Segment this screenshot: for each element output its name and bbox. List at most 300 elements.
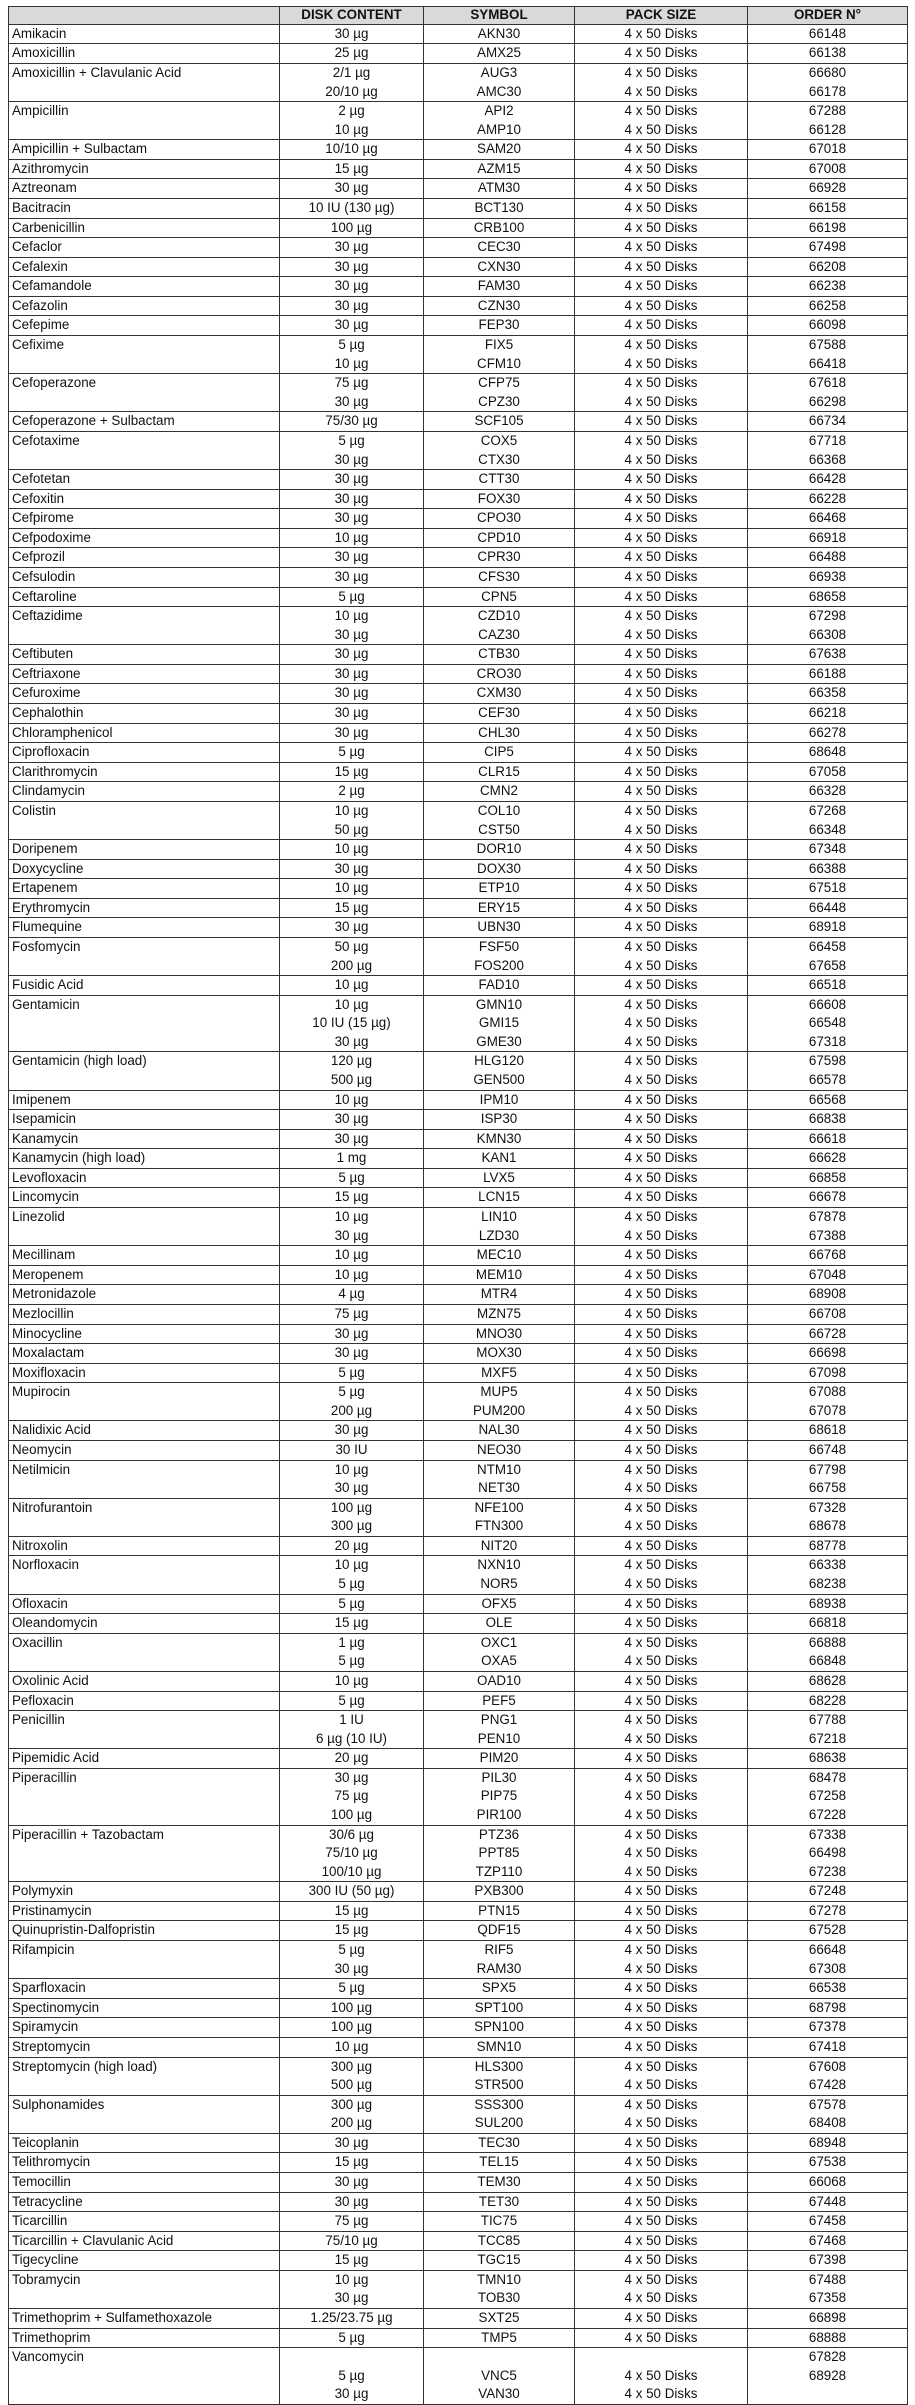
table-row bbox=[9, 645, 908, 665]
disk-content-cell: 5 µg bbox=[280, 1594, 424, 1614]
table-row bbox=[9, 431, 908, 450]
disk-content-cell: 10 IU (15 µg) bbox=[280, 1014, 424, 1033]
symbol-cell: FOX30 bbox=[424, 489, 575, 509]
order-number-cell: 67498 bbox=[748, 238, 908, 258]
drug-name-cell: Penicillin bbox=[9, 1711, 280, 1730]
pack-size-cell: 4 x 50 Disks bbox=[575, 548, 748, 568]
drug-name-cell: Imipenem bbox=[9, 1090, 280, 1110]
drug-name-cell bbox=[9, 1517, 280, 1536]
drug-name-cell: Pipemidic Acid bbox=[9, 1749, 280, 1769]
drug-name-cell: Gentamicin (high load) bbox=[9, 1052, 280, 1071]
drug-name-cell bbox=[9, 2385, 280, 2404]
order-number-cell: 66338 bbox=[748, 1556, 908, 1575]
symbol-cell: QDF15 bbox=[424, 1921, 575, 1941]
symbol-cell: VNC5 bbox=[424, 2367, 575, 2386]
symbol-cell: SSS300 bbox=[424, 2095, 575, 2114]
pack-size-cell: 4 x 50 Disks bbox=[575, 1882, 748, 1902]
drug-name-cell: Amoxicillin + Clavulanic Acid bbox=[9, 63, 280, 82]
symbol-cell: LIN10 bbox=[424, 1208, 575, 1227]
disk-content-cell: 20/10 µg bbox=[280, 83, 424, 102]
pack-size-cell: 4 x 50 Disks bbox=[575, 1806, 748, 1825]
drug-name-cell: Oxacillin bbox=[9, 1633, 280, 1652]
pack-size-cell: 4 x 50 Disks bbox=[575, 1825, 748, 1844]
disk-content-cell: 30 µg bbox=[280, 723, 424, 743]
drug-name-cell: Doxycycline bbox=[9, 859, 280, 879]
table-row bbox=[9, 723, 908, 743]
order-number-cell: 67488 bbox=[748, 2270, 908, 2289]
pack-size-cell: 4 x 50 Disks bbox=[575, 1441, 748, 1461]
pack-size-cell: 4 x 50 Disks bbox=[575, 2231, 748, 2251]
disk-content-cell bbox=[280, 2348, 424, 2367]
table-row bbox=[9, 374, 908, 393]
order-number-cell: 67468 bbox=[748, 2231, 908, 2251]
order-number-cell: 66208 bbox=[748, 257, 908, 277]
table-row bbox=[9, 528, 908, 548]
symbol-cell: OXC1 bbox=[424, 1633, 575, 1652]
order-number-cell: 66818 bbox=[748, 1614, 908, 1634]
order-number-cell: 66758 bbox=[748, 1479, 908, 1498]
symbol-cell: SAM20 bbox=[424, 140, 575, 160]
symbol-cell: SCF105 bbox=[424, 412, 575, 432]
table-row bbox=[9, 1265, 908, 1285]
table-row bbox=[9, 199, 908, 219]
disk-content-cell: 10/10 µg bbox=[280, 140, 424, 160]
disk-content-cell: 10 µg bbox=[280, 607, 424, 626]
drug-name-cell: Vancomycin bbox=[9, 2348, 280, 2367]
pack-size-cell: 4 x 50 Disks bbox=[575, 1227, 748, 1246]
order-number-cell: 67308 bbox=[748, 1960, 908, 1979]
drug-name-cell: Metronidazole bbox=[9, 1285, 280, 1305]
drug-name-cell: Cefamandole bbox=[9, 277, 280, 297]
table-row bbox=[9, 684, 908, 704]
order-number-cell: 67218 bbox=[748, 1730, 908, 1749]
drug-name-cell bbox=[9, 1806, 280, 1825]
symbol-cell: TEL15 bbox=[424, 2153, 575, 2173]
pack-size-cell: 4 x 50 Disks bbox=[575, 2018, 748, 2038]
symbol-cell: CPZ30 bbox=[424, 393, 575, 412]
table-row bbox=[9, 2037, 908, 2057]
table-row bbox=[9, 840, 908, 860]
disk-content-cell: 30 µg bbox=[280, 859, 424, 879]
table-row bbox=[9, 1633, 908, 1652]
drug-name-cell: Moxalactam bbox=[9, 1344, 280, 1364]
pack-size-cell: 4 x 50 Disks bbox=[575, 1110, 748, 1130]
drug-name-cell: Clarithromycin bbox=[9, 762, 280, 782]
order-number-cell: 68928 bbox=[748, 2367, 908, 2386]
disk-content-cell: 5 µg bbox=[280, 2367, 424, 2386]
disk-content-cell: 10 µg bbox=[280, 1671, 424, 1691]
drug-name-cell: Ceftaroline bbox=[9, 587, 280, 607]
symbol-cell: CTX30 bbox=[424, 451, 575, 470]
pack-size-cell: 4 x 50 Disks bbox=[575, 684, 748, 704]
order-number-cell: 66918 bbox=[748, 528, 908, 548]
order-number-cell: 66734 bbox=[748, 412, 908, 432]
drug-name-cell bbox=[9, 1652, 280, 1671]
symbol-cell: FSF50 bbox=[424, 937, 575, 956]
table-row bbox=[9, 1285, 908, 1305]
pack-size-cell: 4 x 50 Disks bbox=[575, 1768, 748, 1787]
disk-content-cell: 25 µg bbox=[280, 44, 424, 64]
order-number-cell: 68798 bbox=[748, 1998, 908, 2018]
drug-name-cell: Minocycline bbox=[9, 1324, 280, 1344]
pack-size-cell: 4 x 50 Disks bbox=[575, 63, 748, 82]
drug-name-cell: Cefixime bbox=[9, 336, 280, 355]
pack-size-cell: 4 x 50 Disks bbox=[575, 1324, 748, 1344]
symbol-cell: TMP5 bbox=[424, 2328, 575, 2348]
disk-content-cell: 30 µg bbox=[280, 1960, 424, 1979]
header-order-number: ORDER N° bbox=[748, 7, 908, 25]
order-number-cell: 67258 bbox=[748, 1787, 908, 1806]
table-row bbox=[9, 1304, 908, 1324]
pack-size-cell: 4 x 50 Disks bbox=[575, 44, 748, 64]
pack-size-cell: 4 x 50 Disks bbox=[575, 1246, 748, 1266]
order-number-cell: 66468 bbox=[748, 509, 908, 529]
order-number-cell: 68888 bbox=[748, 2328, 908, 2348]
order-number-cell: 67248 bbox=[748, 1882, 908, 1902]
table-body bbox=[9, 24, 908, 2404]
disk-content-cell: 300 µg bbox=[280, 2095, 424, 2114]
drug-name-cell: Lincomycin bbox=[9, 1188, 280, 1208]
disk-content-cell: 120 µg bbox=[280, 1052, 424, 1071]
pack-size-cell: 4 x 50 Disks bbox=[575, 1304, 748, 1324]
disk-content-cell: 5 µg bbox=[280, 1979, 424, 1999]
symbol-cell: FOS200 bbox=[424, 957, 575, 976]
disk-content-cell: 10 µg bbox=[280, 995, 424, 1014]
drug-name-cell: Piperacillin + Tazobactam bbox=[9, 1825, 280, 1844]
symbol-cell: SPN100 bbox=[424, 2018, 575, 2038]
drug-name-cell bbox=[9, 2367, 280, 2386]
pack-size-cell: 4 x 50 Disks bbox=[575, 898, 748, 918]
pack-size-cell: 4 x 50 Disks bbox=[575, 1168, 748, 1188]
disk-content-cell: 30 µg bbox=[280, 567, 424, 587]
disk-content-cell: 75/10 µg bbox=[280, 2231, 424, 2251]
order-number-cell: 68618 bbox=[748, 1421, 908, 1441]
order-number-cell: 67638 bbox=[748, 645, 908, 665]
pack-size-cell: 4 x 50 Disks bbox=[575, 1730, 748, 1749]
table-row bbox=[9, 1863, 908, 1882]
disk-content-cell: 10 IU (130 µg) bbox=[280, 199, 424, 219]
drug-name-cell bbox=[9, 1863, 280, 1882]
disk-content-cell: 10 µg bbox=[280, 1556, 424, 1575]
symbol-cell: IPM10 bbox=[424, 1090, 575, 1110]
symbol-cell: CPN5 bbox=[424, 587, 575, 607]
order-number-cell: 66488 bbox=[748, 548, 908, 568]
disk-content-cell: 2 µg bbox=[280, 102, 424, 121]
order-number-cell: 67238 bbox=[748, 1863, 908, 1882]
table-row bbox=[9, 1825, 908, 1844]
symbol-cell: VAN30 bbox=[424, 2385, 575, 2404]
table-row bbox=[9, 1575, 908, 1594]
symbol-cell: PXB300 bbox=[424, 1882, 575, 1902]
disk-content-cell: 5 µg bbox=[280, 431, 424, 450]
drug-name-cell: Mecillinam bbox=[9, 1246, 280, 1266]
disk-content-cell: 30 µg bbox=[280, 296, 424, 316]
drug-name-cell: Telithromycin bbox=[9, 2153, 280, 2173]
order-number-cell: 66618 bbox=[748, 1129, 908, 1149]
order-number-cell: 68938 bbox=[748, 1594, 908, 1614]
table-row bbox=[9, 1536, 908, 1556]
drug-name-cell: Rifampicin bbox=[9, 1941, 280, 1960]
table-row bbox=[9, 762, 908, 782]
pack-size-cell: 4 x 50 Disks bbox=[575, 607, 748, 626]
order-number-cell: 66548 bbox=[748, 1014, 908, 1033]
pack-size-cell: 4 x 50 Disks bbox=[575, 1208, 748, 1227]
order-number-cell: 68658 bbox=[748, 587, 908, 607]
drug-name-cell: Amikacin bbox=[9, 24, 280, 44]
order-number-cell: 67398 bbox=[748, 2251, 908, 2271]
order-number-cell: 67618 bbox=[748, 374, 908, 393]
order-number-cell: 66928 bbox=[748, 179, 908, 199]
table-row bbox=[9, 1460, 908, 1479]
drug-name-cell: Meropenem bbox=[9, 1265, 280, 1285]
disk-content-cell: 20 µg bbox=[280, 1749, 424, 1769]
pack-size-cell: 4 x 50 Disks bbox=[575, 1671, 748, 1691]
table-row bbox=[9, 1188, 908, 1208]
table-row bbox=[9, 1071, 908, 1090]
order-number-cell: 66898 bbox=[748, 2309, 908, 2329]
disk-content-cell: 5 µg bbox=[280, 1168, 424, 1188]
pack-size-cell: 4 x 50 Disks bbox=[575, 374, 748, 393]
disk-content-cell: 5 µg bbox=[280, 743, 424, 763]
symbol-cell: GMI15 bbox=[424, 1014, 575, 1033]
drug-name-cell: Pristinamycin bbox=[9, 1901, 280, 1921]
order-number-cell: 66538 bbox=[748, 1979, 908, 1999]
symbol-cell: PEF5 bbox=[424, 1691, 575, 1711]
pack-size-cell: 4 x 50 Disks bbox=[575, 1921, 748, 1941]
symbol-cell: CRB100 bbox=[424, 218, 575, 238]
table-row bbox=[9, 1149, 908, 1169]
order-number-cell: 66768 bbox=[748, 1246, 908, 1266]
order-number-cell: 67588 bbox=[748, 336, 908, 355]
pack-size-cell: 4 x 50 Disks bbox=[575, 277, 748, 297]
drug-name-cell: Cefpodoxime bbox=[9, 528, 280, 548]
symbol-cell: AMC30 bbox=[424, 83, 575, 102]
drug-name-cell: Norfloxacin bbox=[9, 1556, 280, 1575]
symbol-cell: CIP5 bbox=[424, 743, 575, 763]
drug-name-cell bbox=[9, 121, 280, 140]
order-number-cell: 68918 bbox=[748, 918, 908, 938]
symbol-cell: LCN15 bbox=[424, 1188, 575, 1208]
disk-content-cell: 500 µg bbox=[280, 1071, 424, 1090]
pack-size-cell: 4 x 50 Disks bbox=[575, 199, 748, 219]
order-number-cell: 66358 bbox=[748, 684, 908, 704]
table-row bbox=[9, 1787, 908, 1806]
order-number-cell: 66308 bbox=[748, 626, 908, 645]
disk-content-cell: 75 µg bbox=[280, 1787, 424, 1806]
symbol-cell: PIR100 bbox=[424, 1806, 575, 1825]
symbol-cell: TEM30 bbox=[424, 2172, 575, 2192]
table-row bbox=[9, 626, 908, 645]
pack-size-cell: 4 x 50 Disks bbox=[575, 470, 748, 490]
symbol-cell: PIP75 bbox=[424, 1787, 575, 1806]
order-number-cell: 66748 bbox=[748, 1441, 908, 1461]
order-number-cell: 68778 bbox=[748, 1536, 908, 1556]
table-row bbox=[9, 2328, 908, 2348]
disk-content-cell: 30 µg bbox=[280, 277, 424, 297]
pack-size-cell: 4 x 50 Disks bbox=[575, 431, 748, 450]
table-row bbox=[9, 782, 908, 802]
drug-name-cell: Trimethoprim + Sulfamethoxazole bbox=[9, 2309, 280, 2329]
drug-name-cell: Aztreonam bbox=[9, 179, 280, 199]
table-row bbox=[9, 509, 908, 529]
order-number-cell: 67348 bbox=[748, 840, 908, 860]
table-row bbox=[9, 587, 908, 607]
table-row bbox=[9, 821, 908, 840]
order-number-cell: 66680 bbox=[748, 63, 908, 82]
symbol-cell: PIL30 bbox=[424, 1768, 575, 1787]
table-row bbox=[9, 238, 908, 258]
drug-name-cell bbox=[9, 1844, 280, 1863]
pack-size-cell: 4 x 50 Disks bbox=[575, 821, 748, 840]
table-row bbox=[9, 63, 908, 82]
drug-name-cell: Ceftriaxone bbox=[9, 664, 280, 684]
table-row bbox=[9, 296, 908, 316]
drug-name-cell: Ticarcillin + Clavulanic Acid bbox=[9, 2231, 280, 2251]
symbol-cell: OAD10 bbox=[424, 1671, 575, 1691]
symbol-cell: RIF5 bbox=[424, 1941, 575, 1960]
table-row bbox=[9, 1441, 908, 1461]
disk-content-cell: 75/10 µg bbox=[280, 1844, 424, 1863]
drug-name-cell: Cefoxitin bbox=[9, 489, 280, 509]
table-row bbox=[9, 567, 908, 587]
pack-size-cell: 4 x 50 Disks bbox=[575, 1787, 748, 1806]
symbol-cell: PEN10 bbox=[424, 1730, 575, 1749]
symbol-cell: NEO30 bbox=[424, 1441, 575, 1461]
drug-name-cell: Cefepime bbox=[9, 316, 280, 336]
order-number-cell: 67338 bbox=[748, 1825, 908, 1844]
order-number-cell: 66498 bbox=[748, 1844, 908, 1863]
symbol-cell: CAZ30 bbox=[424, 626, 575, 645]
disk-content-cell: 5 µg bbox=[280, 1652, 424, 1671]
drug-name-cell: Cefotetan bbox=[9, 470, 280, 490]
pack-size-cell: 4 x 50 Disks bbox=[575, 1998, 748, 2018]
symbol-cell: NFE100 bbox=[424, 1498, 575, 1517]
table-row bbox=[9, 937, 908, 956]
table-row bbox=[9, 2114, 908, 2133]
table-row bbox=[9, 470, 908, 490]
table-row bbox=[9, 1402, 908, 1421]
table-row bbox=[9, 277, 908, 297]
drug-name-cell: Teicoplanin bbox=[9, 2133, 280, 2153]
disk-content-cell: 100 µg bbox=[280, 1998, 424, 2018]
order-number-cell: 67008 bbox=[748, 159, 908, 179]
table-row bbox=[9, 1711, 908, 1730]
disk-content-cell: 10 µg bbox=[280, 1265, 424, 1285]
table-row bbox=[9, 1671, 908, 1691]
order-number-cell: 66678 bbox=[748, 1188, 908, 1208]
symbol-cell: NOR5 bbox=[424, 1575, 575, 1594]
drug-name-cell: Oleandomycin bbox=[9, 1614, 280, 1634]
drug-name-cell: Nitroxolin bbox=[9, 1536, 280, 1556]
disk-content-cell: 30 µg bbox=[280, 1479, 424, 1498]
disk-content-cell: 10 µg bbox=[280, 2270, 424, 2289]
drug-name-cell: Chloramphenicol bbox=[9, 723, 280, 743]
symbol-cell: OFX5 bbox=[424, 1594, 575, 1614]
order-number-cell: 66158 bbox=[748, 199, 908, 219]
table-row bbox=[9, 1421, 908, 1441]
disk-content-cell: 30 µg bbox=[280, 451, 424, 470]
symbol-cell: NAL30 bbox=[424, 1421, 575, 1441]
order-number-cell: 67098 bbox=[748, 1363, 908, 1383]
table-row bbox=[9, 1941, 908, 1960]
order-number-cell: 67448 bbox=[748, 2192, 908, 2212]
pack-size-cell: 4 x 50 Disks bbox=[575, 1188, 748, 1208]
symbol-cell: CXM30 bbox=[424, 684, 575, 704]
table-row bbox=[9, 1208, 908, 1227]
pack-size-cell: 4 x 50 Disks bbox=[575, 24, 748, 44]
disk-content-cell: 30 µg bbox=[280, 179, 424, 199]
drug-name-cell bbox=[9, 821, 280, 840]
symbol-cell: FIX5 bbox=[424, 336, 575, 355]
drug-name-cell: Mupirocin bbox=[9, 1383, 280, 1402]
pack-size-cell: 4 x 50 Disks bbox=[575, 859, 748, 879]
drug-name-cell bbox=[9, 1479, 280, 1498]
order-number-cell: 68908 bbox=[748, 1285, 908, 1305]
order-number-cell: 68408 bbox=[748, 2114, 908, 2133]
disk-content-cell: 300 IU (50 µg) bbox=[280, 1882, 424, 1902]
disk-content-cell: 10 µg bbox=[280, 355, 424, 374]
drug-name-cell: Ceftazidime bbox=[9, 607, 280, 626]
disk-content-cell: 2/1 µg bbox=[280, 63, 424, 82]
disk-content-cell: 30 µg bbox=[280, 664, 424, 684]
drug-name-cell: Cefoperazone bbox=[9, 374, 280, 393]
table-row bbox=[9, 1479, 908, 1498]
table-row bbox=[9, 995, 908, 1014]
symbol-cell: LZD30 bbox=[424, 1227, 575, 1246]
order-number-cell: 66628 bbox=[748, 1149, 908, 1169]
drug-name-cell: Cefotaxime bbox=[9, 431, 280, 450]
drug-name-cell: Ciprofloxacin bbox=[9, 743, 280, 763]
symbol-cell: HLS300 bbox=[424, 2057, 575, 2076]
disk-content-cell: 30 µg bbox=[280, 1129, 424, 1149]
table-row bbox=[9, 2385, 908, 2404]
order-number-cell: 66728 bbox=[748, 1324, 908, 1344]
table-row bbox=[9, 2251, 908, 2271]
order-number-cell: 66098 bbox=[748, 316, 908, 336]
order-number-cell: 67798 bbox=[748, 1460, 908, 1479]
drug-name-cell bbox=[9, 451, 280, 470]
symbol-cell: MEM10 bbox=[424, 1265, 575, 1285]
pack-size-cell: 4 x 50 Disks bbox=[575, 336, 748, 355]
disk-content-cell: 200 µg bbox=[280, 957, 424, 976]
table-row bbox=[9, 918, 908, 938]
symbol-cell: DOX30 bbox=[424, 859, 575, 879]
disk-content-cell: 30 µg bbox=[280, 316, 424, 336]
order-number-cell: 68478 bbox=[748, 1768, 908, 1787]
table-row bbox=[9, 2153, 908, 2173]
disk-content-cell: 15 µg bbox=[280, 1901, 424, 1921]
order-number-cell: 66258 bbox=[748, 296, 908, 316]
pack-size-cell: 4 x 50 Disks bbox=[575, 1149, 748, 1169]
drug-name-cell: Levofloxacin bbox=[9, 1168, 280, 1188]
disk-content-cell: 30 µg bbox=[280, 645, 424, 665]
drug-name-cell: Cefaclor bbox=[9, 238, 280, 258]
pack-size-cell: 4 x 50 Disks bbox=[575, 645, 748, 665]
table-row bbox=[9, 1960, 908, 1979]
disk-content-cell: 10 µg bbox=[280, 2037, 424, 2057]
order-number-cell: 67298 bbox=[748, 607, 908, 626]
order-number-cell: 66518 bbox=[748, 976, 908, 996]
pack-size-cell: 4 x 50 Disks bbox=[575, 1575, 748, 1594]
symbol-cell: CXN30 bbox=[424, 257, 575, 277]
disk-content-cell: 100 µg bbox=[280, 218, 424, 238]
disk-content-cell: 4 µg bbox=[280, 1285, 424, 1305]
pack-size-cell: 4 x 50 Disks bbox=[575, 2270, 748, 2289]
symbol-cell: TCC85 bbox=[424, 2231, 575, 2251]
order-number-cell: 66418 bbox=[748, 355, 908, 374]
symbol-cell: PTZ36 bbox=[424, 1825, 575, 1844]
table-row bbox=[9, 1033, 908, 1052]
